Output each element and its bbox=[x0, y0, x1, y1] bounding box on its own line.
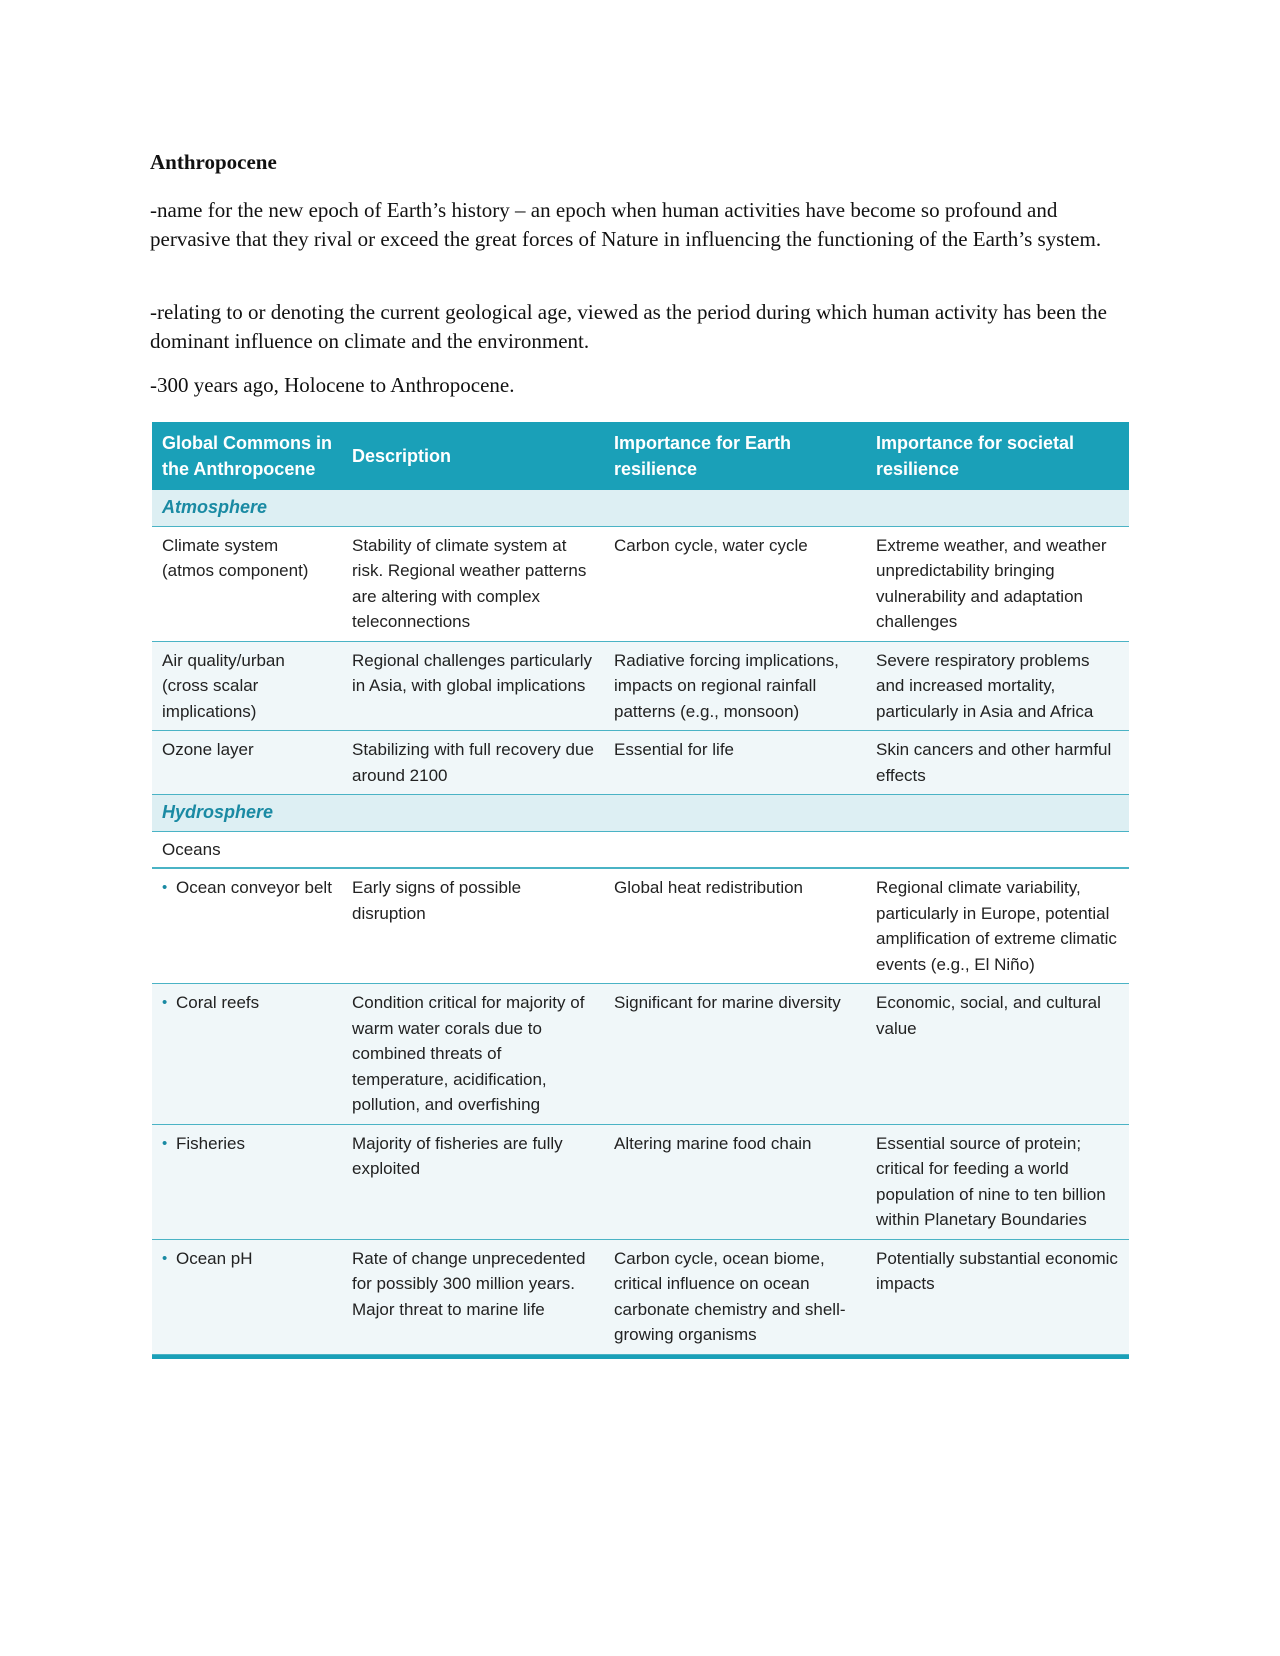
bullet-icon: • bbox=[162, 879, 168, 896]
bullet-icon: • bbox=[162, 1134, 168, 1152]
table-cell: Extreme weather, and weather unpredictability bringing vulnerability and adaptation challenges bbox=[866, 526, 1129, 641]
table-cell bbox=[152, 1239, 342, 1354]
table-row bbox=[152, 868, 1129, 984]
header-societal-resilience: Importance for societal resilience bbox=[866, 422, 1129, 490]
paragraph-definition-1: -name for the new epoch of Earth’s history – an epoch when human activities have become so profound and pervasive that they rival or exceed the great forces of Nature in influencing the functioning of the Earth’s system. bbox=[150, 198, 1102, 251]
table-row bbox=[152, 1239, 1129, 1354]
table-cell: Skin cancers and other harmful effects bbox=[866, 731, 1129, 795]
subsection-row-oceans bbox=[152, 831, 1129, 868]
section-row-hydrosphere bbox=[152, 795, 1129, 832]
table-row bbox=[152, 526, 1129, 641]
table-cell: Stability of climate system at risk. Regional weather patterns are altering with complex teleconnections bbox=[342, 526, 604, 641]
table-cell: Condition critical for majority of warm water corals due to combined threats of temperature, acidification, pollution, and overfishing bbox=[342, 984, 604, 1125]
table-header-row bbox=[152, 422, 1129, 490]
table-row bbox=[152, 984, 1129, 1125]
paragraph-definition-2: -relating to or denoting the current geological age, viewed as the period during which human activity has been the dominant influence on climate and the environment. bbox=[150, 300, 1107, 353]
subsection-label: Oceans bbox=[152, 831, 1129, 868]
table-cell: Potentially substantial economic impacts bbox=[866, 1239, 1129, 1354]
table-row bbox=[152, 1124, 1129, 1239]
table-cell bbox=[152, 984, 342, 1125]
table-cell: Regional climate variability, particularly in Europe, potential amplification of extreme climatic events (e.g., El Niño) bbox=[866, 868, 1129, 984]
paragraph-timeline: -300 years ago, Holocene to Anthropocene. bbox=[150, 373, 515, 397]
table-cell: Rate of change unprecedented for possibly 300 million years. Major threat to marine life bbox=[342, 1239, 604, 1354]
table-cell: Essential for life bbox=[604, 731, 866, 795]
table-cell: Radiative forcing implications, impacts on regional rainfall patterns (e.g., monsoon) bbox=[604, 641, 866, 731]
table-cell: Carbon cycle, water cycle bbox=[604, 526, 866, 641]
bullet-icon: • bbox=[162, 994, 168, 1011]
row-label: Coral reefs bbox=[176, 993, 260, 1012]
table-cell: Global heat redistribution bbox=[604, 868, 866, 984]
table-row bbox=[152, 641, 1129, 731]
table-cell: Climate system (atmos component) bbox=[152, 526, 342, 641]
section-label: Atmosphere bbox=[152, 490, 1129, 526]
table-cell bbox=[152, 1124, 342, 1239]
table-cell: Ozone layer bbox=[152, 731, 342, 795]
header-description: Description bbox=[342, 422, 604, 490]
table-cell: Majority of fisheries are fully exploited bbox=[342, 1124, 604, 1239]
table-cell: Stabilizing with full recovery due around 2100 bbox=[342, 731, 604, 795]
table-cell: Essential source of protein; critical for feeding a world population of nine to ten billion within Planetary Boundaries bbox=[866, 1124, 1129, 1239]
bullet-icon: • bbox=[162, 1249, 168, 1267]
table-cell: Severe respiratory problems and increased mortality, particularly in Asia and Africa bbox=[866, 641, 1129, 731]
table-cell: Regional challenges particularly in Asia, with global implications bbox=[342, 641, 604, 731]
section-label: Hydrosphere bbox=[152, 795, 1129, 832]
table-cell: Carbon cycle, ocean biome, critical influence on ocean carbonate chemistry and shell-growing organisms bbox=[604, 1239, 866, 1354]
table-cell: Early signs of possible disruption bbox=[342, 868, 604, 984]
table-cell: Significant for marine diversity bbox=[604, 984, 866, 1125]
table-cell bbox=[152, 868, 342, 984]
document-heading: Anthropocene bbox=[150, 150, 277, 174]
row-label: Fisheries bbox=[176, 1133, 245, 1153]
section-row-atmosphere bbox=[152, 490, 1129, 526]
global-commons-table bbox=[152, 422, 1129, 1359]
header-earth-resilience: Importance for Earth resilience bbox=[604, 422, 866, 490]
row-label: Ocean conveyor belt bbox=[176, 878, 332, 897]
table-cell: Altering marine food chain bbox=[604, 1124, 866, 1239]
table-cell: Air quality/urban (cross scalar implications) bbox=[152, 641, 342, 731]
row-label: Ocean pH bbox=[176, 1248, 253, 1268]
header-global-commons: Global Commons in the Anthropocene bbox=[152, 422, 342, 490]
table-cell: Economic, social, and cultural value bbox=[866, 984, 1129, 1125]
table-row bbox=[152, 731, 1129, 795]
